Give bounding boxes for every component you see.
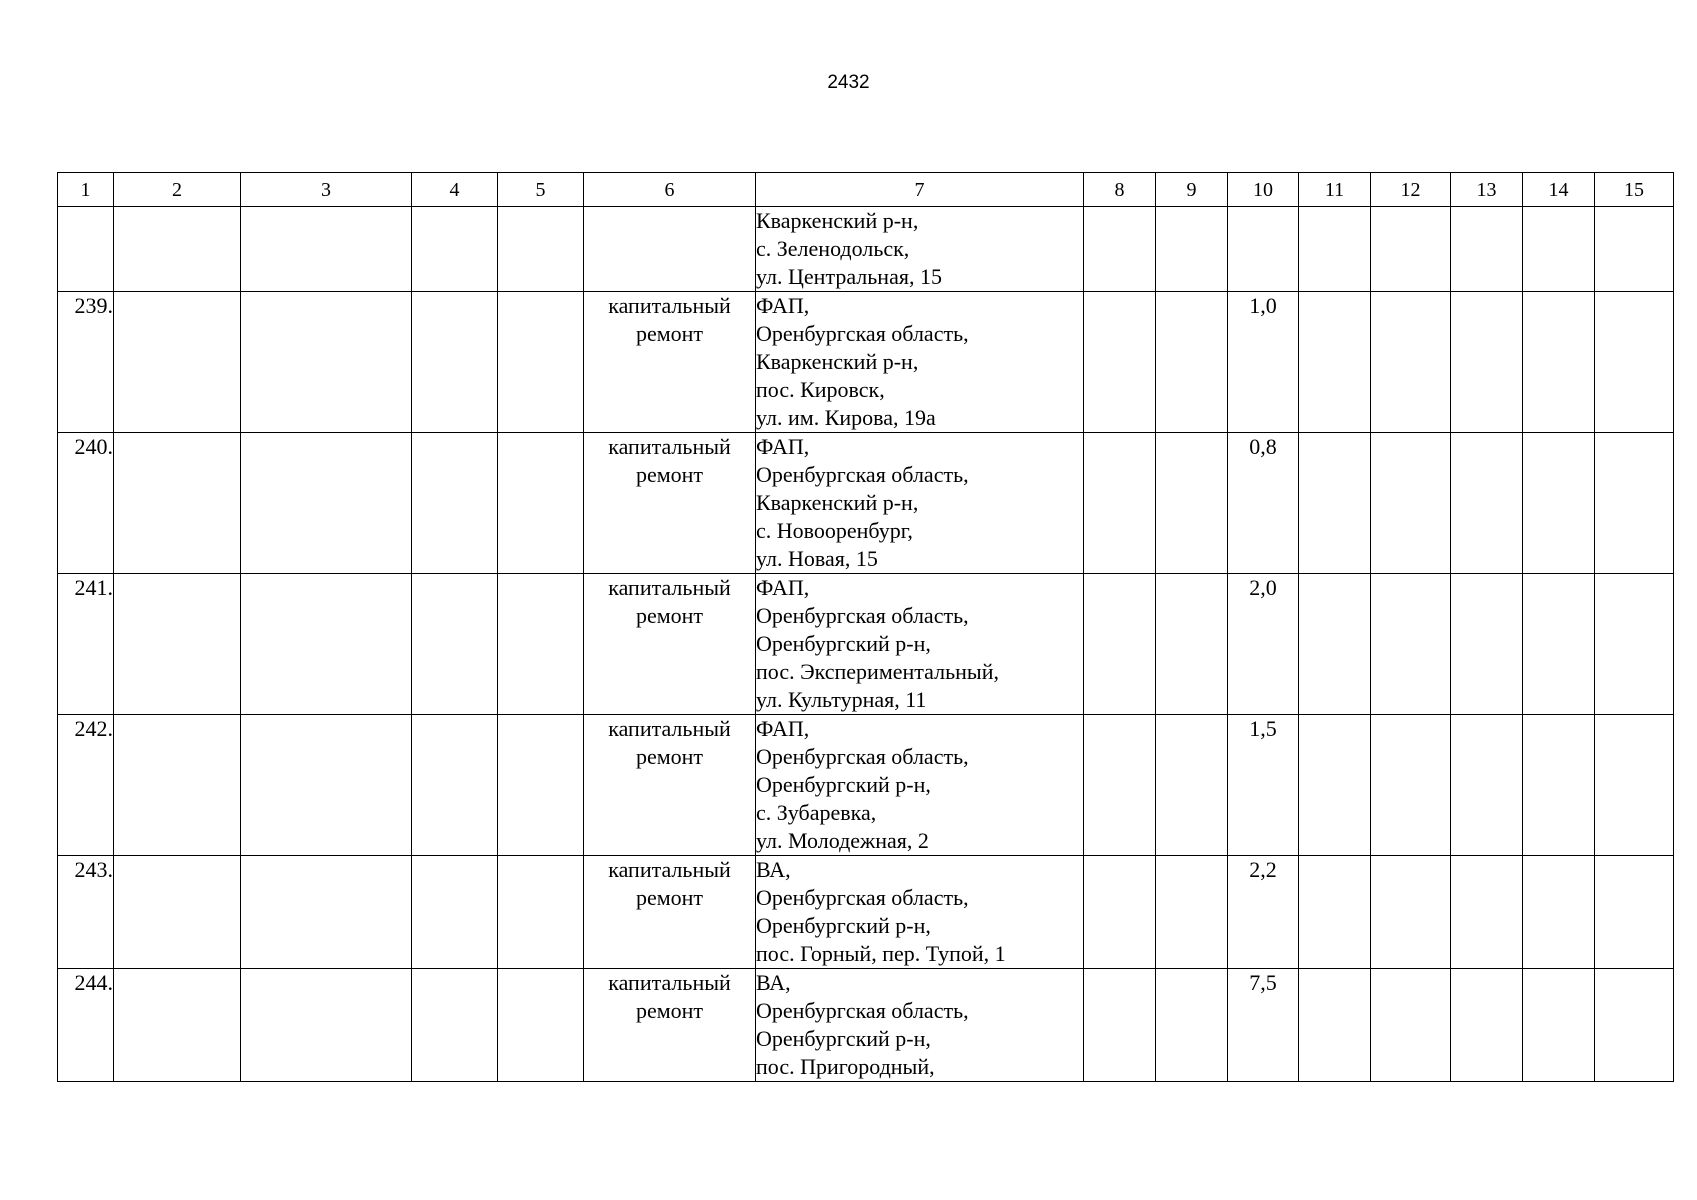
cell-address: [756, 715, 1084, 856]
cell-work-type: [584, 715, 756, 856]
address-line: Оренбургская область,: [756, 462, 969, 487]
address-line: Оренбургская область,: [756, 321, 969, 346]
cell-work-type: [584, 433, 756, 574]
column-number-1: 1: [58, 173, 114, 207]
cell-number: [58, 207, 114, 292]
address-line: ВА,: [756, 857, 791, 882]
address-line: Оренбургская область,: [756, 744, 969, 769]
work-type-line: капитальный: [608, 293, 731, 318]
address-line: с. Новооренбург,: [756, 518, 913, 543]
column-number-12: 12: [1371, 173, 1451, 207]
table-row: [58, 574, 1674, 715]
work-type-line: капитальный: [608, 434, 731, 459]
column-number-14: 14: [1523, 173, 1595, 207]
table-row: [58, 969, 1674, 1082]
cell-address: [756, 574, 1084, 715]
address-line: Оренбургская область,: [756, 885, 969, 910]
table-row: [58, 715, 1674, 856]
cell-value: 1,5: [1228, 715, 1299, 856]
work-type-line: ремонт: [635, 744, 704, 769]
address-line: Оренбургский р-н,: [756, 631, 931, 656]
cell-address: [756, 856, 1084, 969]
cell-number: 242.: [58, 715, 114, 856]
column-number-4: 4: [412, 173, 498, 207]
address-line: ФАП,: [756, 293, 810, 318]
address-line: ул. им. Кирова, 19а: [756, 405, 936, 430]
cell-address: [756, 207, 1084, 292]
address-line: Кваркенский р-н,: [756, 208, 919, 233]
column-number-15: 15: [1595, 173, 1674, 207]
address-line: Кваркенский р-н,: [756, 349, 919, 374]
cell-value: 1,0: [1228, 292, 1299, 433]
column-number-6: 6: [584, 173, 756, 207]
cell-work-type: [584, 969, 756, 1082]
address-line: пос. Кировск,: [756, 377, 885, 402]
address-line: пос. Пригородный,: [756, 1054, 935, 1079]
cell-address: [756, 292, 1084, 433]
address-line: Оренбургский р-н,: [756, 772, 931, 797]
work-type-line: ремонт: [635, 885, 704, 910]
address-line: Кваркенский р-н,: [756, 490, 919, 515]
cell-number: 241.: [58, 574, 114, 715]
address-line: пос. Горный, пер. Тупой, 1: [756, 941, 1006, 966]
column-number-9: 9: [1156, 173, 1228, 207]
address-line: Оренбургская область,: [756, 998, 969, 1023]
column-number-10: 10: [1228, 173, 1299, 207]
column-number-8: 8: [1084, 173, 1156, 207]
cell-work-type: [584, 207, 756, 292]
cell-value: [1228, 207, 1299, 292]
address-line: пос. Экспериментальный,: [756, 659, 999, 684]
cell-value: 7,5: [1228, 969, 1299, 1082]
address-line: с. Зеленодольск,: [756, 236, 910, 261]
column-number-5: 5: [498, 173, 584, 207]
address-line: ФАП,: [756, 434, 810, 459]
table-row: [58, 433, 1674, 574]
work-type-line: капитальный: [608, 857, 731, 882]
table-row: [58, 292, 1674, 433]
work-type-line: капитальный: [608, 970, 731, 995]
works-table: [57, 172, 1674, 1082]
cell-number: 240.: [58, 433, 114, 574]
work-type-line: капитальный: [608, 575, 731, 600]
work-type-line: ремонт: [635, 603, 704, 628]
page-number: 2432: [827, 72, 870, 93]
cell-number: 239.: [58, 292, 114, 433]
address-line: ул. Новая, 15: [756, 546, 878, 571]
address-line: Оренбургский р-н,: [756, 913, 931, 938]
work-type-line: ремонт: [635, 998, 704, 1023]
address-line: Оренбургский р-н,: [756, 1026, 931, 1051]
cell-value: 0,8: [1228, 433, 1299, 574]
address-line: ул. Молодежная, 2: [756, 828, 929, 853]
cell-address: [756, 433, 1084, 574]
cell-work-type: [584, 574, 756, 715]
table-row: [58, 856, 1674, 969]
cell-work-type: [584, 856, 756, 969]
cell-work-type: [584, 292, 756, 433]
cell-address: [756, 969, 1084, 1082]
work-type-line: капитальный: [608, 716, 731, 741]
address-line: ВА,: [756, 970, 791, 995]
column-number-3: 3: [241, 173, 412, 207]
cell-value: 2,0: [1228, 574, 1299, 715]
address-line: ул. Культурная, 11: [756, 687, 927, 712]
column-number-row: [58, 173, 1674, 207]
address-line: с. Зубаревка,: [756, 800, 877, 825]
address-line: ул. Центральная, 15: [756, 264, 942, 289]
address-line: Оренбургская область,: [756, 603, 969, 628]
table-row-continuation: [58, 207, 1674, 292]
column-number-7: 7: [756, 173, 1084, 207]
address-line: ФАП,: [756, 716, 810, 741]
column-number-2: 2: [114, 173, 241, 207]
column-number-13: 13: [1451, 173, 1523, 207]
cell-value: 2,2: [1228, 856, 1299, 969]
work-type-line: ремонт: [635, 462, 704, 487]
address-line: ФАП,: [756, 575, 810, 600]
cell-number: 244.: [58, 969, 114, 1082]
column-number-11: 11: [1299, 173, 1371, 207]
cell-number: 243.: [58, 856, 114, 969]
work-type-line: ремонт: [635, 321, 704, 346]
